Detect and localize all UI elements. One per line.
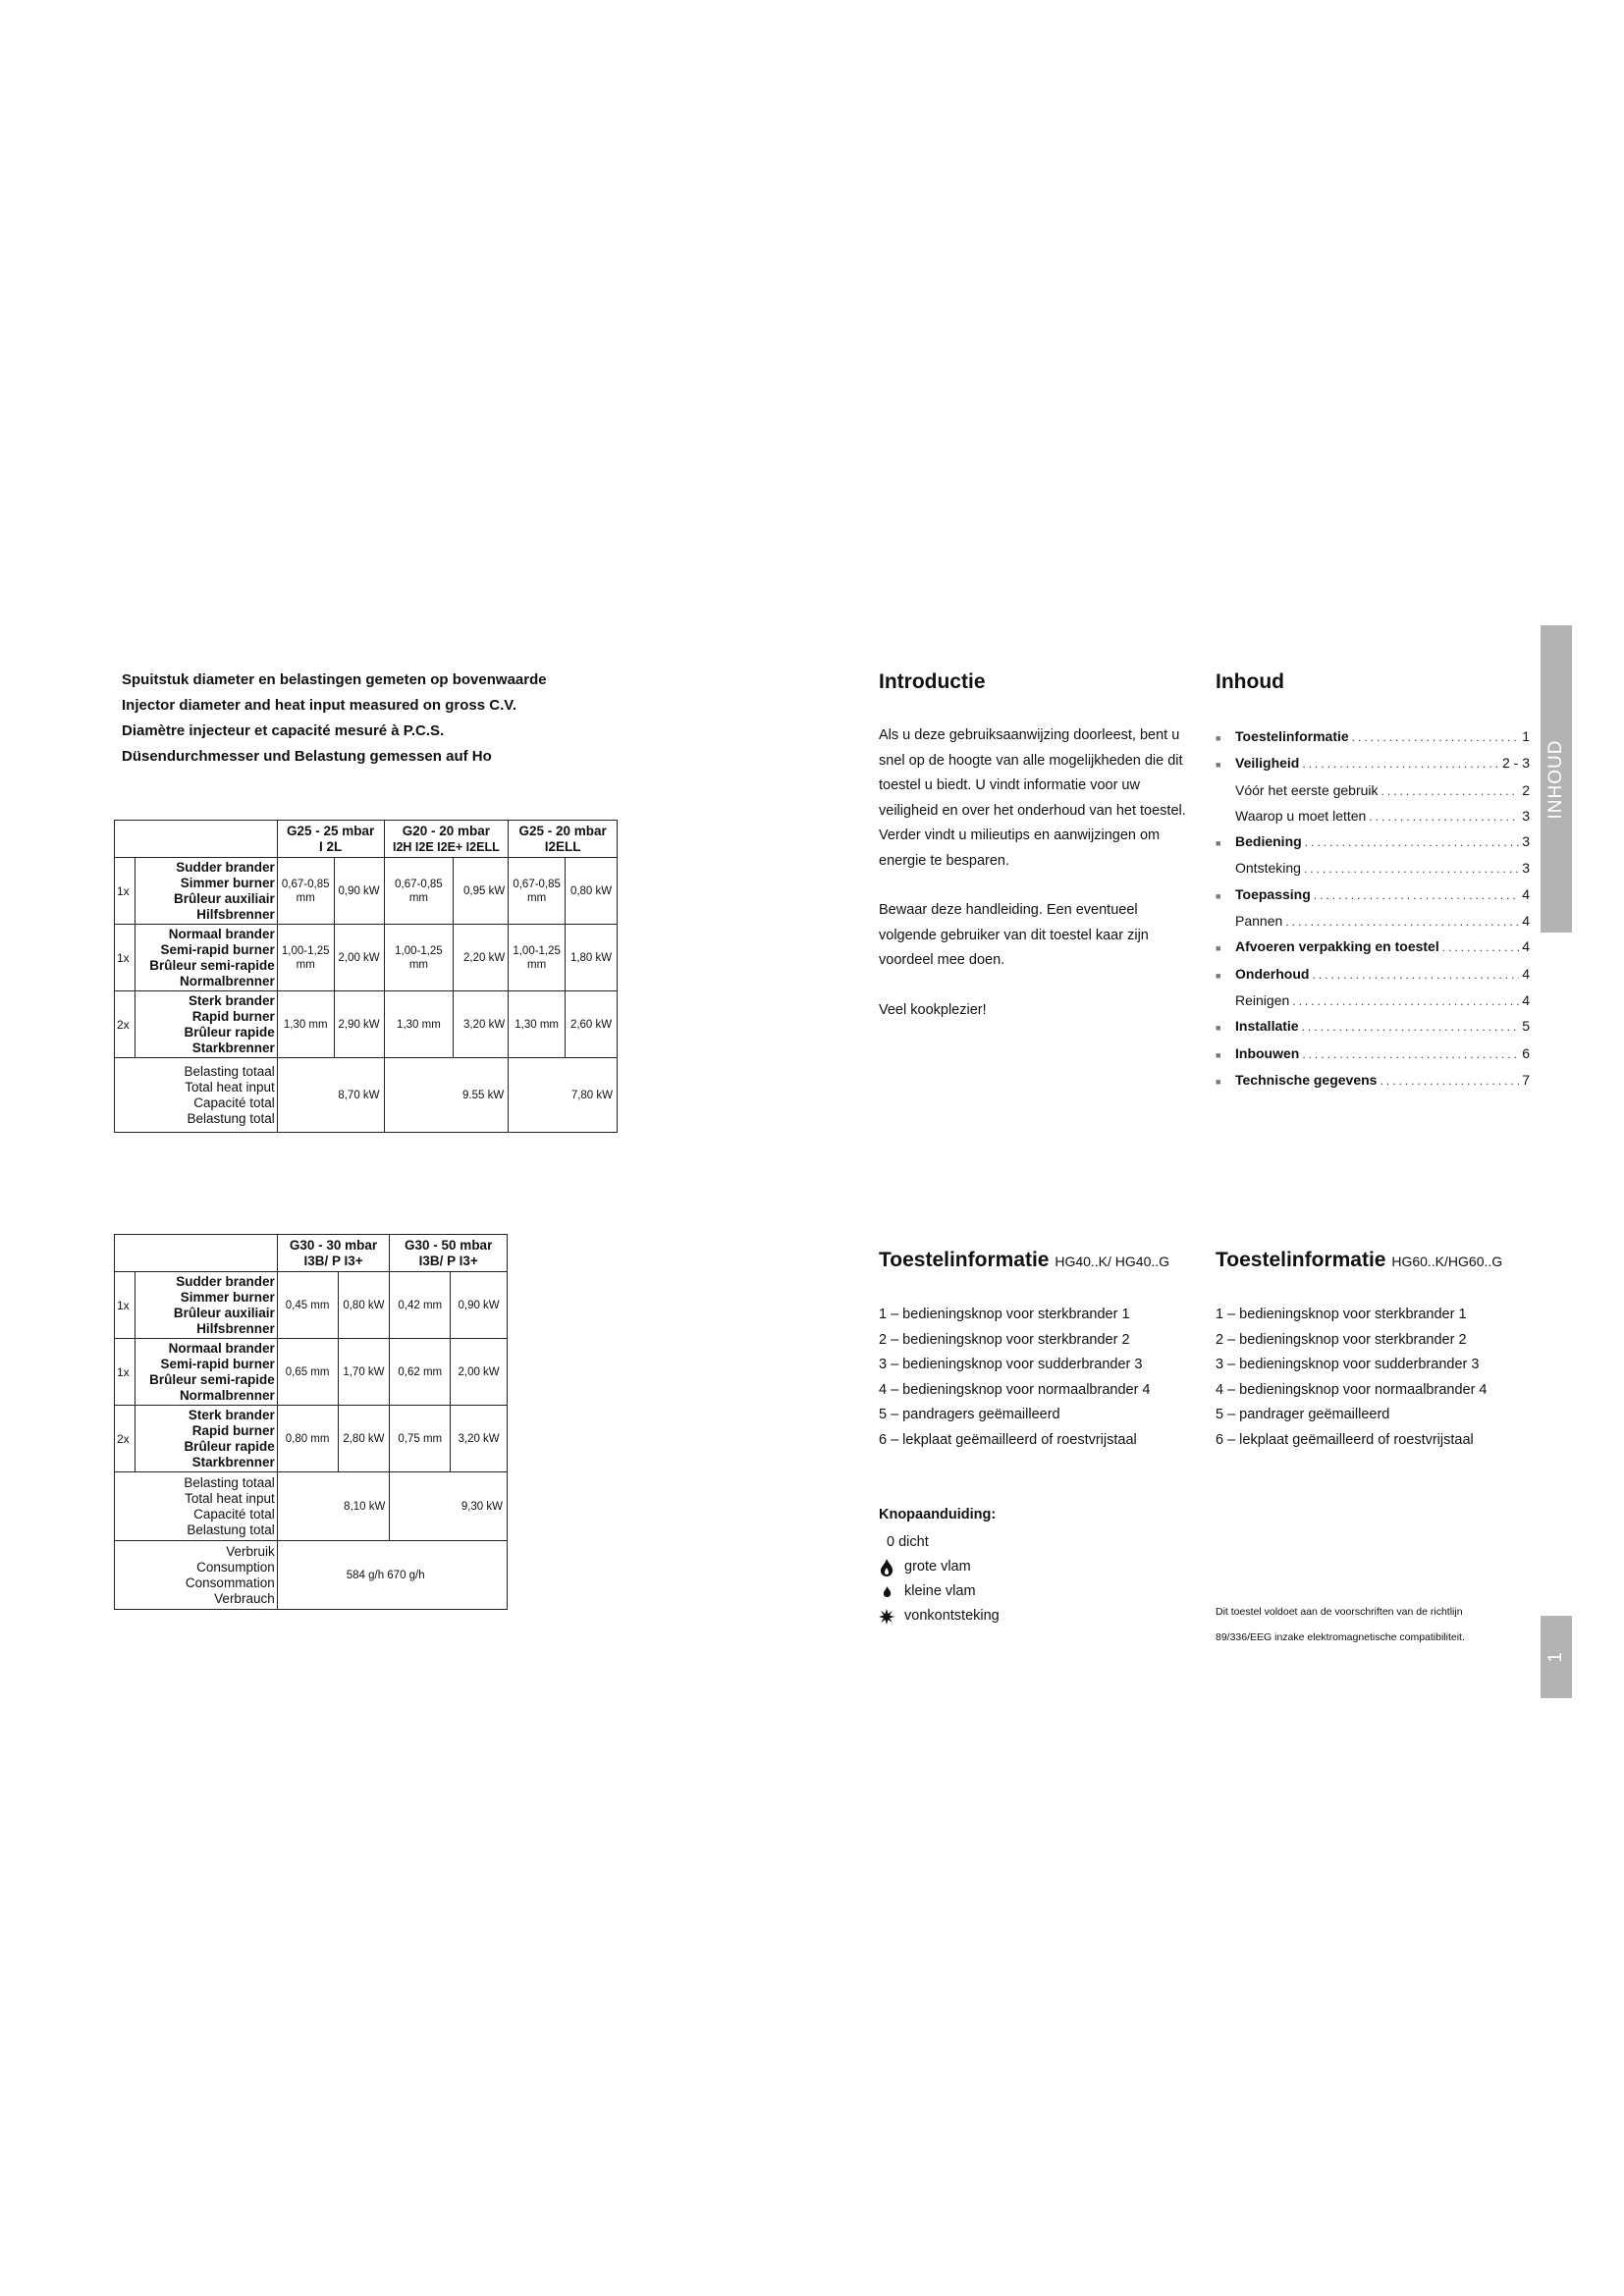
table-row bbox=[115, 1339, 508, 1406]
toc-entry-page: 7 bbox=[1522, 1071, 1530, 1088]
knob-legend bbox=[879, 1503, 1000, 1629]
burner-names bbox=[135, 991, 277, 1058]
burner-name-en: Semi-rapid burner bbox=[160, 1356, 275, 1371]
intro-title: Introductie bbox=[879, 670, 986, 693]
table2-header-col2 bbox=[390, 1235, 508, 1272]
burner-name-en: Rapid burner bbox=[191, 1422, 275, 1438]
total-name-fr: Capacité total bbox=[193, 1506, 275, 1522]
quantity: 2x bbox=[115, 1406, 135, 1472]
bullet-square-icon: ■ bbox=[1216, 943, 1221, 954]
knob-legend-label: 0 dicht bbox=[887, 1534, 929, 1550]
toc-entry-label: Waarop u moet letten bbox=[1235, 807, 1367, 824]
injector-diameter: 1,00-1,25 mm bbox=[509, 925, 566, 991]
burner-names bbox=[135, 925, 277, 991]
consumption-name-nl: Verbruik bbox=[226, 1543, 275, 1559]
burner-name-nl: Sterk brander bbox=[188, 1407, 275, 1422]
heat-input: 2,00 kW bbox=[451, 1339, 508, 1406]
compliance-note bbox=[1216, 1599, 1465, 1650]
spark-icon bbox=[879, 1609, 894, 1625]
heat-input: 2,60 kW bbox=[566, 991, 618, 1058]
toc-entry bbox=[1216, 1041, 1530, 1068]
empty-cell bbox=[115, 1541, 135, 1610]
list-item: 3 – bedieningsknop voor sudderbrander 3 bbox=[1216, 1357, 1480, 1372]
quantity: 1x bbox=[115, 858, 135, 925]
parts-list-hg40 bbox=[879, 1303, 1151, 1453]
toc-entry-page: 3 bbox=[1522, 833, 1530, 850]
intro-paragraph: Bewaar deze handleiding. Een eventueel volgende gebruiker van dit toestel kaar zijn voordeel mee doen. bbox=[879, 902, 1149, 968]
toc-entry-page: 5 bbox=[1522, 1018, 1530, 1035]
bullet-square-icon: ■ bbox=[1216, 838, 1221, 849]
toc-leader-dots bbox=[1302, 1042, 1519, 1067]
list-item: 6 – lekplaat geëmailleerd of roestvrijstaal bbox=[1216, 1431, 1474, 1448]
heat-input: 2,00 kW bbox=[334, 925, 384, 991]
parts-list-hg60 bbox=[1216, 1303, 1488, 1453]
header-gas: G25 - 20 mbar bbox=[518, 823, 607, 838]
toestel-title-hg60 bbox=[1216, 1249, 1502, 1272]
burner-name-nl: Sudder brander bbox=[176, 1273, 275, 1289]
toc-entry bbox=[1216, 934, 1530, 961]
injector-diameter: 1,00-1,25 mm bbox=[277, 925, 334, 991]
toc-entry bbox=[1216, 856, 1530, 881]
toc-entry bbox=[1216, 1014, 1530, 1041]
heat-input: 2,80 kW bbox=[338, 1406, 390, 1472]
injector-diameter: 1,30 mm bbox=[509, 991, 566, 1058]
quantity: 1x bbox=[115, 1272, 135, 1339]
heat-input: 1,70 kW bbox=[338, 1339, 390, 1406]
burner-names bbox=[135, 1406, 277, 1472]
toc-entry-label: Pannen bbox=[1235, 913, 1283, 930]
total-name-de: Belastung total bbox=[187, 1522, 275, 1537]
toc-entry-page: 6 bbox=[1522, 1044, 1530, 1061]
toc-entry-label: Installatie bbox=[1235, 1018, 1299, 1035]
toc-entry-page: 2 bbox=[1522, 781, 1530, 798]
empty-cell bbox=[115, 1472, 135, 1541]
gas-table-lpg bbox=[114, 1234, 508, 1610]
toc-entry-page: 4 bbox=[1522, 938, 1530, 955]
toc-entry bbox=[1216, 909, 1530, 934]
total-heat-input: 8,10 kW bbox=[277, 1472, 390, 1541]
burner-names bbox=[135, 1339, 277, 1406]
toc-entry-label: Ontsteking bbox=[1235, 860, 1301, 877]
list-item: 1 – bedieningsknop voor sterkbrander 1 bbox=[1216, 1307, 1467, 1322]
toc-entry-page: 3 bbox=[1522, 860, 1530, 877]
side-tab-label: INHOUD bbox=[1545, 739, 1566, 819]
bullet-square-icon: ■ bbox=[1216, 760, 1221, 771]
toc-entry bbox=[1216, 988, 1530, 1014]
knob-legend-title bbox=[879, 1503, 1000, 1527]
knob-legend-title-text: Knopaanduiding: bbox=[879, 1507, 997, 1522]
toc-entry bbox=[1216, 962, 1530, 988]
table2-header-col1 bbox=[277, 1235, 390, 1272]
table1-corner bbox=[115, 821, 278, 858]
knob-legend-item bbox=[879, 1530, 1000, 1555]
toc-entry-label: Technische gegevens bbox=[1235, 1071, 1378, 1088]
injector-diameter: 1,30 mm bbox=[384, 991, 454, 1058]
knob-legend-item bbox=[879, 1604, 1000, 1629]
injector-diameter: 1,00-1,25 mm bbox=[384, 925, 454, 991]
toc-leader-dots bbox=[1369, 805, 1519, 829]
table-row bbox=[115, 991, 618, 1058]
injector-diameter: 0,62 mm bbox=[390, 1339, 451, 1406]
toc-leader-dots bbox=[1304, 857, 1519, 881]
toc-entry-label: Veiligheid bbox=[1235, 755, 1300, 772]
list-item: 1 – bedieningsknop voor sterkbrander 1 bbox=[879, 1307, 1130, 1322]
header-category: I2ELL bbox=[544, 838, 581, 854]
toc-entry-label: Inbouwen bbox=[1235, 1044, 1300, 1061]
burner-name-fr: Brûleur semi-rapide bbox=[149, 1371, 275, 1387]
burner-name-fr: Brûleur semi-rapide bbox=[149, 957, 275, 973]
injector-diameter: 0,80 mm bbox=[277, 1406, 338, 1472]
toc-entry-page: 4 bbox=[1522, 965, 1530, 982]
toc-entry bbox=[1216, 804, 1530, 829]
injector-diameter: 0,67-0,85 mm bbox=[277, 858, 334, 925]
toc-leader-dots bbox=[1380, 1069, 1519, 1094]
burner-name-fr: Brûleur rapide bbox=[184, 1024, 275, 1040]
large-flame-icon bbox=[879, 1559, 894, 1576]
toestel-model: HG60..K/HG60..G bbox=[1391, 1254, 1503, 1269]
toc-entry-page: 2 - 3 bbox=[1501, 755, 1530, 772]
knob-legend-item bbox=[879, 1579, 1000, 1604]
burner-name-nl: Normaal brander bbox=[168, 926, 275, 941]
bullet-square-icon: ■ bbox=[1216, 1049, 1221, 1060]
burner-name-de: Starkbrenner bbox=[191, 1454, 275, 1469]
heat-input: 2,20 kW bbox=[454, 925, 509, 991]
toc-entry-label: Bediening bbox=[1235, 833, 1302, 850]
list-item: 5 – pandrager geëmailleerd bbox=[1216, 1407, 1390, 1422]
toc-entry-label: Toepassing bbox=[1235, 885, 1311, 902]
total-heat-input: 7,80 kW bbox=[509, 1058, 618, 1133]
toc-entry-label: Toestelinformatie bbox=[1235, 728, 1349, 744]
heat-input: 0,90 kW bbox=[451, 1272, 508, 1339]
table-row bbox=[115, 1406, 508, 1472]
toc-entry bbox=[1216, 724, 1530, 751]
header-category: I 2L bbox=[319, 838, 343, 854]
list-item: 2 – bedieningsknop voor sterkbrander 2 bbox=[879, 1331, 1130, 1348]
burner-name-en: Simmer burner bbox=[180, 875, 275, 890]
consumption-name-de: Verbrauch bbox=[214, 1590, 275, 1606]
table-row-consumption bbox=[115, 1541, 508, 1610]
toc-leader-dots bbox=[1314, 883, 1519, 908]
toc-entry-page: 4 bbox=[1522, 885, 1530, 902]
burner-name-nl: Sudder brander bbox=[176, 859, 275, 875]
toc-entry-label: Afvoeren verpakking en toestel bbox=[1235, 938, 1439, 955]
quantity: 2x bbox=[115, 991, 135, 1058]
injector-header bbox=[122, 667, 547, 770]
burner-name-fr: Brûleur auxiliair bbox=[173, 890, 275, 906]
heat-input: 3,20 kW bbox=[454, 991, 509, 1058]
consumption-name-fr: Consommation bbox=[185, 1575, 275, 1590]
list-item: 6 – lekplaat geëmailleerd of roestvrijstaal bbox=[879, 1431, 1137, 1448]
total-names bbox=[135, 1058, 277, 1133]
gas-consumption: 584 g/h 670 g/h bbox=[277, 1541, 507, 1610]
injector-diameter: 0,67-0,85 mm bbox=[384, 858, 454, 925]
toc-leader-dots bbox=[1312, 963, 1519, 988]
bullet-square-icon: ■ bbox=[1216, 1076, 1221, 1087]
total-name-nl: Belasting totaal bbox=[184, 1063, 275, 1079]
consumption-name-en: Consumption bbox=[196, 1559, 275, 1575]
toc-entry-label: Reinigen bbox=[1235, 991, 1290, 1008]
toc-leader-dots bbox=[1442, 935, 1519, 960]
knob-legend-label: vonkontsteking bbox=[904, 1608, 1000, 1624]
toestel-title-hg40 bbox=[879, 1249, 1169, 1272]
table1-header-col3 bbox=[509, 821, 618, 858]
toc-leader-dots bbox=[1302, 752, 1499, 776]
toc-entry bbox=[1216, 882, 1530, 909]
total-name-de: Belastung total bbox=[187, 1110, 275, 1126]
header-line-de: Düsendurchmesser und Belastung gemessen auf Ho bbox=[122, 748, 492, 765]
injector-diameter: 0,65 mm bbox=[277, 1339, 338, 1406]
table-row bbox=[115, 1272, 508, 1339]
toc-leader-dots bbox=[1285, 910, 1519, 934]
burner-name-fr: Brûleur auxiliair bbox=[173, 1305, 275, 1320]
header-category: I3B/ P I3+ bbox=[303, 1253, 363, 1268]
burner-name-de: Starkbrenner bbox=[191, 1040, 275, 1055]
intro-paragraph: Veel kookplezier! bbox=[879, 1001, 987, 1018]
table-row-total bbox=[115, 1058, 618, 1133]
toc-entry bbox=[1216, 778, 1530, 804]
burner-name-en: Rapid burner bbox=[191, 1008, 275, 1024]
heat-input: 0,90 kW bbox=[334, 858, 384, 925]
injector-diameter: 1,30 mm bbox=[277, 991, 334, 1058]
burner-name-nl: Normaal brander bbox=[168, 1340, 275, 1356]
compliance-line: Dit toestel voldoet aan de voorschriften van de richtlijn bbox=[1216, 1606, 1463, 1618]
toc-entry-page: 1 bbox=[1522, 728, 1530, 744]
burner-name-de: Normalbrenner bbox=[180, 973, 275, 988]
bullet-square-icon: ■ bbox=[1216, 1023, 1221, 1034]
total-name-nl: Belasting totaal bbox=[184, 1474, 275, 1490]
quantity: 1x bbox=[115, 925, 135, 991]
injector-diameter: 0,45 mm bbox=[277, 1272, 338, 1339]
knob-legend-item bbox=[879, 1555, 1000, 1579]
side-tab-inhoud bbox=[1541, 625, 1572, 933]
toc-leader-dots bbox=[1302, 1015, 1520, 1040]
side-tab-page bbox=[1541, 1616, 1572, 1698]
bullet-square-icon: ■ bbox=[1216, 733, 1221, 743]
list-item: 4 – bedieningsknop voor normaalbrander 4 bbox=[1216, 1381, 1488, 1398]
compliance-line: 89/336/EEG inzake elektromagnetische compatibiliteit. bbox=[1216, 1631, 1465, 1643]
toestel-title-text: Toestelinformatie bbox=[1216, 1249, 1386, 1271]
toc-entry-page: 4 bbox=[1522, 991, 1530, 1008]
burner-name-en: Semi-rapid burner bbox=[160, 941, 275, 957]
heat-input: 3,20 kW bbox=[451, 1406, 508, 1472]
toc-entry-label: Onderhoud bbox=[1235, 965, 1310, 982]
injector-diameter: 0,67-0,85 mm bbox=[509, 858, 566, 925]
list-item: 3 – bedieningsknop voor sudderbrander 3 bbox=[879, 1357, 1143, 1372]
burner-name-fr: Brûleur rapide bbox=[184, 1438, 275, 1454]
heat-input: 0,80 kW bbox=[566, 858, 618, 925]
total-heat-input: 8,70 kW bbox=[277, 1058, 384, 1133]
knob-legend-label: kleine vlam bbox=[904, 1583, 976, 1599]
header-category: I2H I2E I2E+ I2ELL bbox=[392, 839, 500, 854]
toc-entry bbox=[1216, 1068, 1530, 1095]
toc-entry-page: 4 bbox=[1522, 913, 1530, 930]
heat-input: 1,80 kW bbox=[566, 925, 618, 991]
list-item: 5 – pandragers geëmailleerd bbox=[879, 1407, 1060, 1422]
burner-name-de: Hilfsbrenner bbox=[196, 906, 275, 922]
table-row bbox=[115, 858, 618, 925]
header-line-fr: Diamètre injecteur et capacité mesuré à P.C.S. bbox=[122, 722, 445, 739]
header-line-nl: Spuitstuk diameter en belastingen gemeten op bovenwaarde bbox=[122, 671, 547, 688]
gas-table-natural bbox=[114, 820, 618, 1133]
burner-name-nl: Sterk brander bbox=[188, 992, 275, 1008]
table1-header-col2 bbox=[384, 821, 509, 858]
total-name-en: Total heat input bbox=[185, 1490, 275, 1506]
intro-body bbox=[879, 723, 1198, 1047]
total-name-fr: Capacité total bbox=[193, 1095, 275, 1110]
toc-entry-label: Vóór het eerste gebruik bbox=[1235, 781, 1379, 798]
bullet-square-icon: ■ bbox=[1216, 890, 1221, 901]
toc-entry bbox=[1216, 829, 1530, 856]
total-heat-input: 9.55 kW bbox=[384, 1058, 509, 1133]
total-name-en: Total heat input bbox=[185, 1079, 275, 1095]
toc-entry-page: 3 bbox=[1522, 807, 1530, 824]
injector-diameter: 0,75 mm bbox=[390, 1406, 451, 1472]
toc-leader-dots bbox=[1292, 989, 1519, 1014]
header-gas: G25 - 25 mbar bbox=[287, 823, 375, 838]
burner-name-de: Normalbrenner bbox=[179, 1387, 275, 1403]
header-gas: G30 - 30 mbar bbox=[289, 1237, 378, 1253]
toestel-model: HG40..K/ HG40..G bbox=[1055, 1254, 1170, 1269]
heat-input: 0,95 kW bbox=[454, 858, 509, 925]
burner-names bbox=[135, 1272, 277, 1339]
injector-diameter: 0,42 mm bbox=[390, 1272, 451, 1339]
toc-leader-dots bbox=[1305, 830, 1520, 855]
page-number: 1 bbox=[1545, 1651, 1566, 1663]
knob-legend-label: grote vlam bbox=[904, 1559, 971, 1575]
table1-header-col1 bbox=[277, 821, 384, 858]
total-names bbox=[135, 1472, 277, 1541]
consumption-names bbox=[135, 1541, 277, 1610]
small-flame-icon bbox=[879, 1586, 894, 1597]
bullet-square-icon: ■ bbox=[1216, 970, 1221, 981]
toc-title: Inhoud bbox=[1216, 670, 1284, 693]
list-item: 2 – bedieningsknop voor sterkbrander 2 bbox=[1216, 1331, 1467, 1348]
heat-input: 0,80 kW bbox=[338, 1272, 390, 1339]
intro-paragraph: Als u deze gebruiksaanwijzing doorleest, bent u snel op de hoogte van alle mogelijkheden die dit toestel u biedt. U vindt informatie voor uw veiligheid en over het onderhoud van het toestel. Verder vindt u milieutips en aanwijzingen om energie te besparen. bbox=[879, 727, 1186, 869]
total-heat-input: 9,30 kW bbox=[390, 1472, 508, 1541]
table-row-total bbox=[115, 1472, 508, 1541]
empty-cell bbox=[115, 1058, 135, 1133]
header-line-en: Injector diameter and heat input measured on gross C.V. bbox=[122, 697, 517, 714]
burner-name-de: Hilfsbrenner bbox=[196, 1320, 275, 1336]
quantity: 1x bbox=[115, 1339, 135, 1406]
burner-names bbox=[135, 858, 277, 925]
table-of-contents bbox=[1216, 724, 1530, 1095]
toestel-title-text: Toestelinformatie bbox=[879, 1249, 1050, 1271]
burner-name-en: Simmer burner bbox=[180, 1289, 275, 1305]
header-gas: G20 - 20 mbar bbox=[402, 823, 490, 838]
toc-leader-dots bbox=[1381, 779, 1520, 804]
toc-entry bbox=[1216, 751, 1530, 777]
table2-corner bbox=[115, 1235, 278, 1272]
list-item: 4 – bedieningsknop voor normaalbrander 4 bbox=[879, 1381, 1151, 1398]
header-gas: G30 - 50 mbar bbox=[405, 1237, 493, 1253]
header-category: I3B/ P I3+ bbox=[418, 1253, 478, 1268]
toc-leader-dots bbox=[1352, 725, 1520, 750]
table-row bbox=[115, 925, 618, 991]
heat-input: 2,90 kW bbox=[334, 991, 384, 1058]
